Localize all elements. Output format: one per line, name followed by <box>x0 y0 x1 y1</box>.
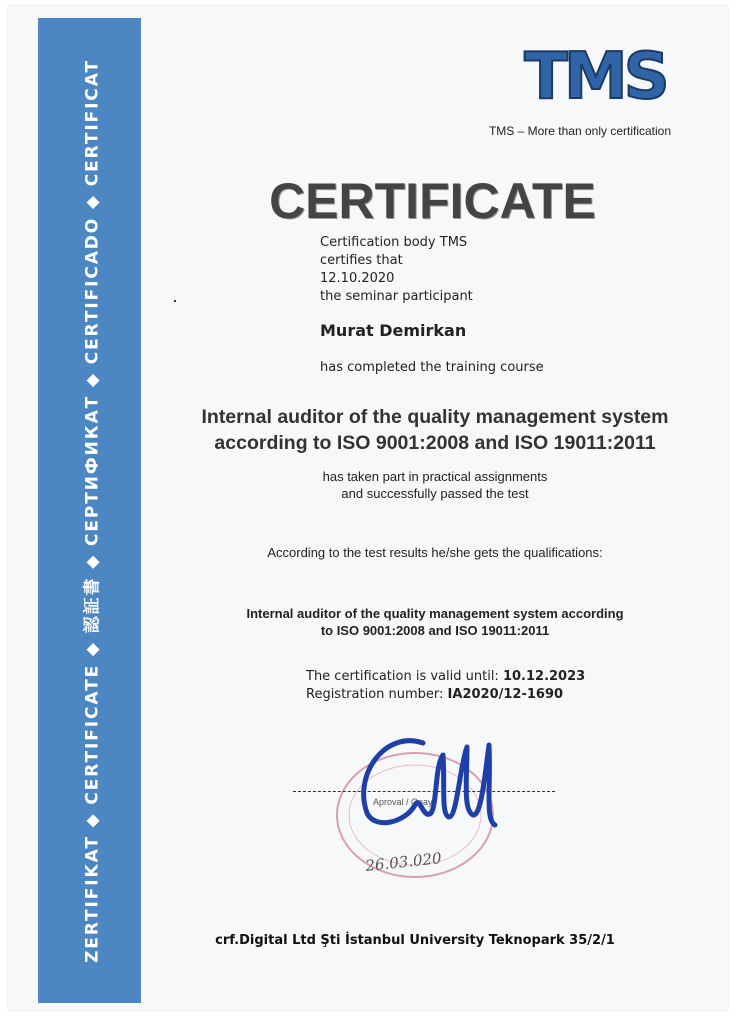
registration-number: Registration number: IA2020/12-1690 <box>306 687 564 702</box>
tagline: TMS – More than only certification <box>488 124 672 138</box>
participant-name: Murat Demirkan <box>320 321 467 340</box>
practical-text: has taken part in practical assignments and successfully passed the test <box>322 469 548 501</box>
certificate-sidebar-band <box>38 18 141 1003</box>
course-title-line: according to ISO 9001:2008 and ISO 19011:2011 <box>214 432 656 454</box>
handwritten-signature <box>345 725 515 845</box>
completed-text: has completed the training course <box>320 360 544 375</box>
tms-logo <box>515 40 675 110</box>
registration-number-value: IA2020/12-1690 <box>447 687 564 702</box>
stamp-date: 26.03.020 <box>364 849 443 875</box>
valid-until: The certification is valid until: 10.12.2023 <box>306 669 586 684</box>
tms-logo-text: TMS <box>524 40 666 110</box>
according-text: According to the test results he/she gets the qualifications: <box>267 545 603 560</box>
issue-date: 12.10.2020 <box>320 271 395 286</box>
intro-block <box>320 234 473 306</box>
course-title <box>165 404 705 456</box>
course-title-line: Internal auditor of the quality management system <box>201 406 669 428</box>
qualification-text: Internal auditor of the quality management system according to ISO 9001:2008 and ISO 19011:2011 <box>246 606 624 638</box>
approval-label: Aproval / Onay <box>373 797 433 807</box>
sidebar-multilingual-text: ZERTIFIKAT ◆ CERTIFICATE ◆ 認証書 ◆ СЕРТИФИКАТ ◆ CERTIFICADO ◆ CERTIFICAT <box>82 58 102 963</box>
intro-line: Certification body TMS <box>320 235 468 250</box>
page-title: CERTIFICATE <box>269 173 596 229</box>
valid-until-value: 10.12.2023 <box>502 669 586 684</box>
intro-line: the seminar participant <box>320 289 473 304</box>
validity-block <box>306 668 585 704</box>
intro-line: certifies that <box>320 253 403 268</box>
footer-address: crf.Digital Ltd Şti İstanbul University Teknopark 35/2/1 <box>215 933 615 948</box>
